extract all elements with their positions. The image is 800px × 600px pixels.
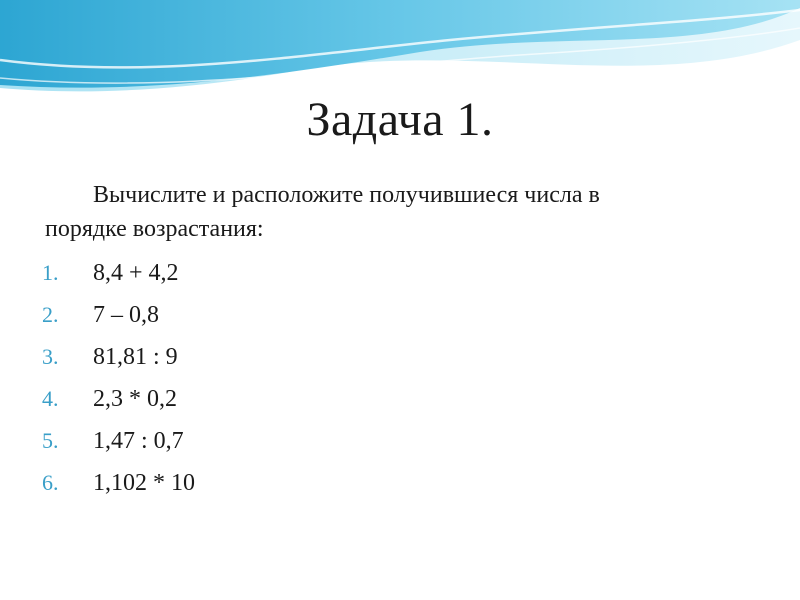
- instructions-line-1: [45, 178, 735, 212]
- instructions-line-2: порядке возрастания:: [45, 216, 264, 242]
- task-expression: 1,102 * 10: [93, 469, 195, 496]
- task-instructions: [45, 178, 735, 246]
- slide-title: Задача 1.: [306, 93, 494, 146]
- task-expression: 81,81 : 9: [93, 343, 178, 370]
- task-number: 1.: [42, 260, 59, 285]
- task-number: 4.: [42, 386, 59, 411]
- task-list: [42, 252, 195, 504]
- task-number: 2.: [42, 302, 59, 327]
- task-item-1: [42, 252, 195, 294]
- task-expression: 2,3 * 0,2: [93, 385, 177, 412]
- task-item-6: [42, 462, 195, 504]
- task-item-4: [42, 378, 195, 420]
- task-item-5: [42, 420, 195, 462]
- task-expression: 1,47 : 0,7: [93, 427, 184, 454]
- task-expression: 7 – 0,8: [93, 301, 159, 328]
- task-number: 6.: [42, 470, 59, 495]
- instructions-line-1-text: Вычислите и расположите получившиеся числа в: [93, 182, 600, 208]
- task-item-2: [42, 294, 195, 336]
- task-item-3: [42, 336, 195, 378]
- task-number: 5.: [42, 428, 59, 453]
- task-expression: 8,4 + 4,2: [93, 259, 179, 286]
- task-number: 3.: [42, 344, 59, 369]
